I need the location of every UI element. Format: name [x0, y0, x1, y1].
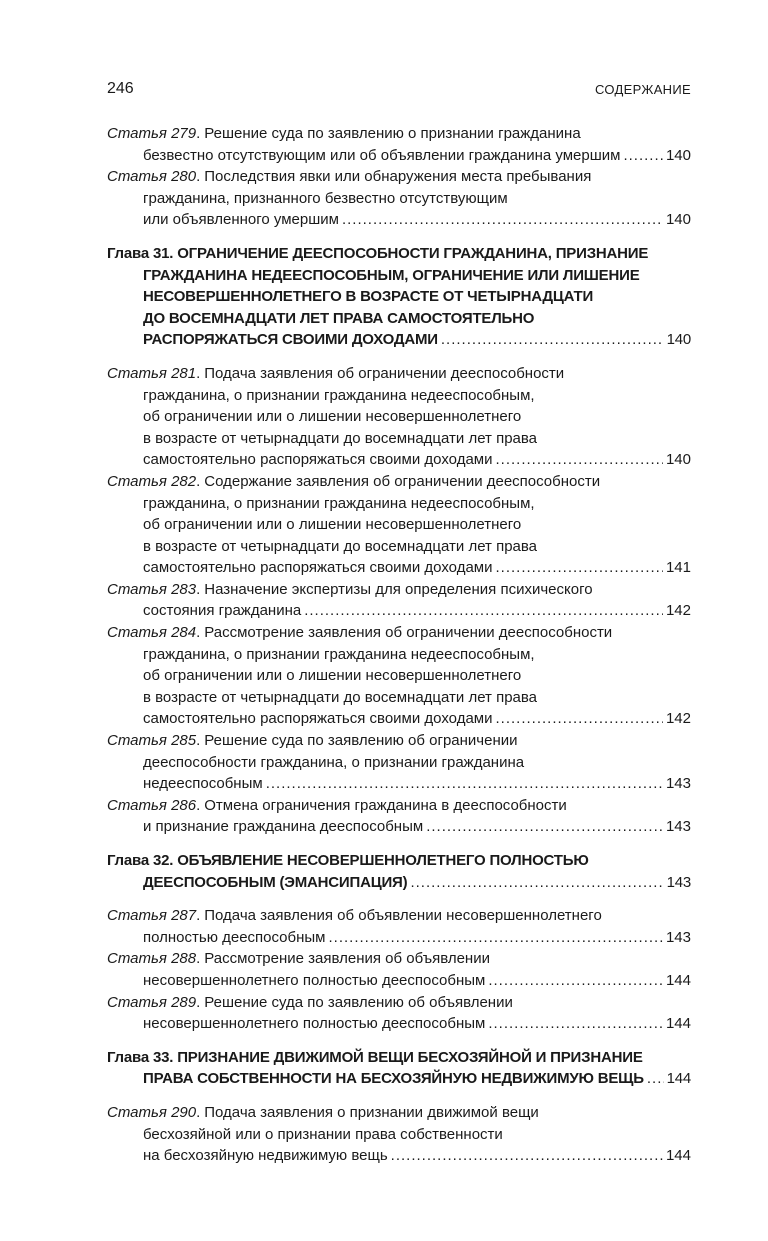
article-label: Статья 287 .: [107, 905, 200, 927]
article-label: Статья 281 .: [107, 363, 200, 385]
leader-dots: [391, 1145, 663, 1167]
toc-chapter[interactable]: [107, 850, 691, 893]
toc-article[interactable]: [107, 730, 691, 795]
entry-title-line: Подача заявления об ограничении дееспособности: [204, 364, 565, 382]
toc-line: [107, 363, 691, 385]
leader-dots: [495, 449, 662, 471]
toc-line: [107, 872, 691, 894]
entry-title-line: РАСПОРЯЖАТЬСЯ СВОИМИ ДОХОДАМИ: [143, 331, 438, 349]
table-of-contents: [107, 123, 691, 1167]
toc-chapter[interactable]: [107, 1047, 691, 1090]
leader-dots: [426, 816, 663, 838]
page-ref: 144: [666, 1070, 691, 1088]
toc-line: [107, 927, 691, 949]
toc-line: [107, 449, 691, 471]
entry-title-line: Подача заявления об объявлении несовершеннолетнего: [204, 907, 602, 925]
entry-title-line: ПРИЗНАНИЕ ДВИЖИМОЙ ВЕЩИ БЕСХОЗЯЙНОЙ И ПРИЗНАНИЕ: [177, 1048, 643, 1066]
toc-line: [107, 209, 691, 231]
article-label: Статья 285 .: [107, 730, 200, 752]
toc-line: [107, 166, 691, 188]
toc-line: [107, 1102, 691, 1124]
page-ref: 143: [665, 928, 691, 946]
entry-title-line: Отмена ограничения гражданина в дееспособности: [204, 796, 567, 814]
entry-title-line: самостоятельно распоряжаться своими доходами: [143, 451, 493, 469]
entry-title-line: ПРАВА СОБСТВЕННОСТИ НА БЕСХОЗЯЙНУЮ НЕДВИЖИМУЮ ВЕЩЬ: [143, 1070, 644, 1088]
leader-dots: [488, 1013, 663, 1035]
article-label: Статья 283 .: [107, 579, 200, 601]
page-ref: 144: [665, 1015, 691, 1033]
leader-dots: [410, 872, 663, 894]
entry-title-line: на бесхозяйную недвижимую вещь: [143, 1147, 388, 1165]
toc-line: [107, 665, 691, 687]
leader-dots: [329, 927, 663, 949]
toc-line: [107, 308, 691, 330]
article-label: Статья 290 .: [107, 1102, 200, 1124]
toc-line: [107, 557, 691, 579]
toc-article[interactable]: [107, 905, 691, 948]
leader-dots: [441, 329, 664, 351]
chapter-label: Глава 31.: [107, 244, 174, 262]
toc-article[interactable]: [107, 471, 691, 579]
article-label: Статья 286 .: [107, 795, 200, 817]
toc-line: [107, 1013, 691, 1035]
leader-dots: [623, 145, 663, 167]
leader-dots: [266, 773, 663, 795]
entry-title-line: НЕСОВЕРШЕННОЛЕТНЕГО В ВОЗРАСТЕ ОТ ЧЕТЫРНАДЦАТИ: [143, 288, 594, 306]
entry-title-line: гражданина, о признании гражданина недееспособным,: [143, 645, 535, 663]
entry-title-line: в возрасте от четырнадцати до восемнадцати лет права: [143, 688, 538, 706]
toc-line: [107, 145, 691, 167]
toc-line: [107, 795, 691, 817]
entry-title-line: и признание гражданина дееспособным: [143, 818, 424, 836]
entry-title-line: Решение суда по заявлению об объявлении: [204, 993, 513, 1011]
entry-title-line: Решение суда по заявлению об ограничении: [204, 732, 518, 750]
entry-title-line: ДО ВОСЕМНАДЦАТИ ЛЕТ ПРАВА САМОСТОЯТЕЛЬНО: [143, 309, 535, 327]
toc-line: [107, 406, 691, 428]
entry-title-line: полностью дееспособным: [143, 928, 326, 946]
entry-title-line: Назначение экспертизы для определения психического: [204, 580, 593, 598]
entry-title-line: ОБЪЯВЛЕНИЕ НЕСОВЕРШЕННОЛЕТНЕГО ПОЛНОСТЬЮ: [177, 852, 589, 869]
leader-dots: [495, 557, 662, 579]
entry-title-line: Содержание заявления об ограничении дееспособности: [204, 472, 601, 490]
toc-article[interactable]: [107, 622, 691, 730]
entry-title-line: гражданина, о признании гражданина недееспособным,: [143, 494, 535, 512]
entry-title-line: в возрасте от четырнадцати до восемнадцати лет права: [143, 537, 538, 555]
entry-title-line: бесхозяйной или о признании права собственности: [143, 1125, 503, 1143]
entry-title-line: об ограничении или о лишении несовершеннолетнего: [143, 516, 522, 534]
running-head: СОДЕРЖАНИЕ: [594, 82, 691, 97]
entry-title-line: об ограничении или о лишении несовершеннолетнего: [143, 667, 522, 685]
page-ref: 142: [665, 710, 691, 728]
entry-title-line: гражданина, о признании гражданина недееспособным,: [143, 386, 535, 404]
toc-line: [107, 1068, 691, 1090]
entry-title-line: несовершеннолетнего полностью дееспособным: [143, 971, 486, 989]
page-number: 246: [107, 80, 134, 97]
toc-article[interactable]: [107, 166, 691, 231]
toc-line: [107, 992, 691, 1014]
page-ref: 140: [665, 146, 691, 164]
entry-title-line: безвестно отсутствующим или об объявлении гражданина умершим: [143, 146, 621, 164]
toc-line: [107, 1124, 691, 1146]
entry-title-line: самостоятельно распоряжаться своими доходами: [143, 710, 493, 728]
toc-line: [107, 850, 691, 872]
toc-line: [107, 579, 691, 601]
entry-title-line: Решение суда по заявлению о признании гражданина: [204, 125, 581, 142]
page-ref: 142: [665, 602, 691, 620]
toc-line: [107, 816, 691, 838]
leader-dots: [495, 708, 662, 730]
article-label: Статья 288 .: [107, 948, 200, 970]
toc-line: [107, 428, 691, 450]
page-ref: 143: [666, 873, 691, 891]
toc-line: [107, 948, 691, 970]
toc-article[interactable]: [107, 1102, 691, 1167]
page-ref: 140: [665, 451, 691, 469]
leader-dots: [342, 209, 663, 231]
toc-line: [107, 644, 691, 666]
entry-title-line: об ограничении или о лишении несовершеннолетнего: [143, 408, 522, 426]
leader-dots: [647, 1068, 664, 1090]
toc-line: [107, 493, 691, 515]
toc-line: [107, 188, 691, 210]
page-header: [107, 80, 691, 102]
toc-line: [107, 730, 691, 752]
leader-dots: [304, 600, 663, 622]
entry-title-line: самостоятельно распоряжаться своими доходами: [143, 559, 493, 577]
toc-line: [107, 265, 691, 287]
toc-line: [107, 752, 691, 774]
entry-title-line: ГРАЖДАНИНА НЕДЕЕСПОСОБНЫМ, ОГРАНИЧЕНИЕ ИЛИ ЛИШЕНИЕ: [143, 266, 640, 284]
toc-line: [107, 708, 691, 730]
page-ref: 140: [665, 211, 691, 229]
toc-line: [107, 536, 691, 558]
toc-article[interactable]: [107, 579, 691, 622]
entry-title-line: Рассмотрение заявления об объявлении: [204, 950, 490, 968]
article-label: Статья 282 .: [107, 471, 200, 493]
toc-line: [107, 514, 691, 536]
toc-line: [107, 905, 691, 927]
toc-article[interactable]: [107, 795, 691, 838]
entry-title-line: Рассмотрение заявления об ограничении дееспособности: [204, 624, 613, 642]
toc-line: [107, 1047, 691, 1069]
entry-title-line: Подача заявления о признании движимой вещи: [204, 1103, 539, 1121]
leader-dots: [488, 970, 663, 992]
toc-line: [107, 329, 691, 351]
toc-line: [107, 243, 691, 265]
toc-line: [107, 123, 691, 145]
toc-article[interactable]: [107, 123, 691, 166]
toc-line: [107, 622, 691, 644]
toc-line: [107, 286, 691, 308]
entry-title-line: ДЕЕСПОСОБНЫМ (ЭМАНСИПАЦИЯ): [143, 873, 408, 891]
page-ref: 144: [665, 1147, 691, 1165]
toc-line: [107, 471, 691, 493]
toc-article[interactable]: [107, 363, 691, 471]
chapter-label: Глава 33.: [107, 1048, 174, 1066]
page-ref: 140: [666, 331, 691, 349]
entry-title-line: недееспособным: [143, 775, 263, 793]
chapter-label: Глава 32.: [107, 852, 174, 869]
page-ref: 143: [665, 775, 691, 793]
entry-title-line: гражданина, признанного безвестно отсутствующим: [143, 189, 508, 207]
toc-line: [107, 600, 691, 622]
article-label: Статья 284 .: [107, 622, 200, 644]
entry-title-line: несовершеннолетнего полностью дееспособным: [143, 1015, 486, 1033]
toc-article[interactable]: [107, 948, 691, 991]
toc-line: [107, 970, 691, 992]
entry-title-line: состояния гражданина: [143, 602, 302, 620]
toc-chapter[interactable]: [107, 243, 691, 351]
toc-line: [107, 385, 691, 407]
page-ref: 144: [665, 971, 691, 989]
entry-title-line: в возрасте от четырнадцати до восемнадцати лет права: [143, 429, 538, 447]
article-label: Статья 289 .: [107, 992, 200, 1014]
entry-title-line: ОГРАНИЧЕНИЕ ДЕЕСПОСОБНОСТИ ГРАЖДАНИНА, ПРИЗНАНИЕ: [177, 244, 649, 262]
article-label: Статья 280 .: [107, 166, 200, 188]
article-label: Статья 279 .: [107, 123, 200, 145]
toc-line: [107, 773, 691, 795]
toc-line: [107, 687, 691, 709]
page-ref: 141: [665, 559, 691, 577]
page-ref: 143: [665, 818, 691, 836]
toc-line: [107, 1145, 691, 1167]
entry-title-line: дееспособности гражданина, о признании гражданина: [143, 753, 525, 771]
toc-article[interactable]: [107, 992, 691, 1035]
entry-title-line: или объявленного умершим: [143, 211, 339, 229]
entry-title-line: Последствия явки или обнаружения места пребывания: [204, 168, 592, 186]
